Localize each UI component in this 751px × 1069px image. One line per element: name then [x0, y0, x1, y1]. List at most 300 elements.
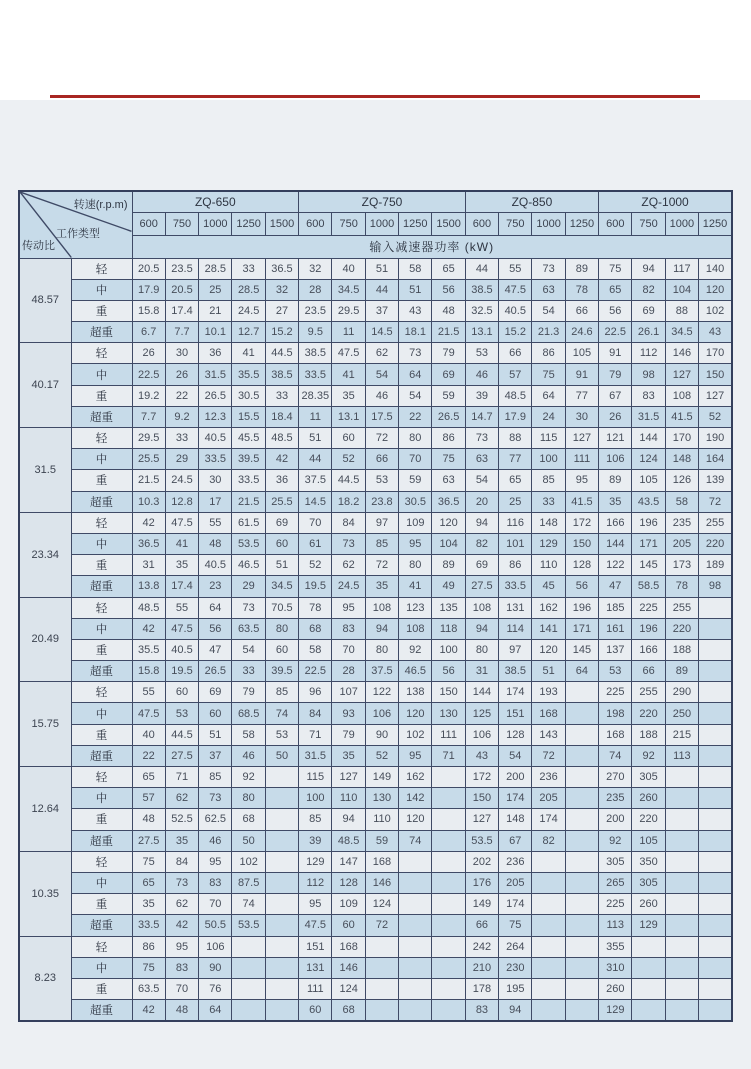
- data-cell: 95: [399, 745, 432, 766]
- data-cell: 63: [532, 279, 565, 300]
- data-cell: 120: [532, 639, 565, 660]
- data-cell: 21.5: [132, 470, 165, 491]
- data-cell: 255: [632, 682, 665, 703]
- data-cell: 32.5: [465, 300, 498, 321]
- data-cell: 35: [599, 491, 632, 512]
- data-cell: 12.7: [232, 322, 265, 343]
- speed-header-cell: 1250: [399, 212, 432, 235]
- data-cell: 68: [299, 618, 332, 639]
- data-cell: 66: [365, 449, 398, 470]
- data-cell: 101: [499, 533, 532, 554]
- duty-label-cell: 超重: [71, 406, 132, 427]
- data-cell: 56: [599, 300, 632, 321]
- data-cell: 87.5: [232, 872, 265, 893]
- data-cell: 95: [565, 470, 598, 491]
- data-cell: 41: [399, 576, 432, 597]
- data-cell: 26.5: [199, 661, 232, 682]
- data-cell: [232, 1000, 265, 1021]
- data-cell: 94: [465, 512, 498, 533]
- data-cell: 30: [165, 343, 198, 364]
- data-cell: [699, 682, 732, 703]
- data-cell: 94: [332, 809, 365, 830]
- data-row: [19, 576, 732, 597]
- data-cell: 40.5: [499, 300, 532, 321]
- data-cell: 73: [532, 258, 565, 279]
- data-cell: 33: [265, 385, 298, 406]
- data-cell: 29: [232, 576, 265, 597]
- data-cell: 34.5: [332, 279, 365, 300]
- data-cell: [432, 767, 465, 788]
- data-cell: 148: [499, 809, 532, 830]
- duty-label-cell: 重: [71, 300, 132, 321]
- data-cell: 26: [165, 364, 198, 385]
- data-cell: 33: [232, 258, 265, 279]
- duty-label-cell: 中: [71, 872, 132, 893]
- data-cell: 83: [332, 618, 365, 639]
- data-cell: 42: [165, 915, 198, 936]
- data-cell: 54: [532, 300, 565, 321]
- data-cell: 41: [232, 343, 265, 364]
- data-cell: 105: [632, 830, 665, 851]
- duty-label-cell: 超重: [71, 915, 132, 936]
- data-cell: 125: [465, 703, 498, 724]
- data-cell: 80: [465, 639, 498, 660]
- data-cell: 33: [165, 428, 198, 449]
- data-cell: 47.5: [165, 512, 198, 533]
- data-cell: 14.7: [465, 406, 498, 427]
- data-cell: 60: [165, 682, 198, 703]
- data-cell: [365, 957, 398, 978]
- duty-label-cell: 超重: [71, 491, 132, 512]
- data-cell: 41.5: [565, 491, 598, 512]
- data-cell: 43: [399, 300, 432, 321]
- data-cell: 124: [365, 894, 398, 915]
- duty-label-cell: 超重: [71, 322, 132, 343]
- data-cell: 106: [599, 449, 632, 470]
- data-cell: 82: [632, 279, 665, 300]
- data-cell: 61: [299, 533, 332, 554]
- data-cell: 30.5: [232, 385, 265, 406]
- duty-label-cell: 重: [71, 385, 132, 406]
- data-cell: 33.5: [299, 364, 332, 385]
- data-cell: 97: [499, 639, 532, 660]
- duty-label-cell: 重: [71, 724, 132, 745]
- data-cell: 19.2: [132, 385, 165, 406]
- data-cell: 196: [632, 512, 665, 533]
- data-cell: 28.5: [199, 258, 232, 279]
- data-cell: 65: [599, 279, 632, 300]
- data-cell: 17: [199, 491, 232, 512]
- data-cell: [665, 788, 698, 809]
- data-cell: 82: [465, 533, 498, 554]
- data-cell: [365, 1000, 398, 1021]
- data-cell: [699, 872, 732, 893]
- data-cell: 52.5: [165, 809, 198, 830]
- data-cell: 34.5: [265, 576, 298, 597]
- data-cell: [432, 830, 465, 851]
- corner-label-speed: 转速(r.p.m): [73, 199, 128, 211]
- data-cell: [432, 872, 465, 893]
- data-cell: [632, 957, 665, 978]
- data-cell: [399, 851, 432, 872]
- data-cell: 70.5: [265, 597, 298, 618]
- data-cell: 72: [365, 915, 398, 936]
- ratio-cell: 15.75: [19, 682, 71, 767]
- data-cell: 90: [365, 724, 398, 745]
- data-cell: 65: [132, 872, 165, 893]
- data-cell: [265, 830, 298, 851]
- data-cell: [232, 957, 265, 978]
- data-cell: [532, 894, 565, 915]
- data-cell: 67: [499, 830, 532, 851]
- data-row: [19, 491, 732, 512]
- speed-header-cell: 1000: [665, 212, 698, 235]
- data-cell: 40.5: [165, 639, 198, 660]
- data-cell: 31: [465, 661, 498, 682]
- data-cell: 144: [599, 533, 632, 554]
- data-cell: 11: [299, 406, 332, 427]
- data-cell: 260: [599, 978, 632, 999]
- data-cell: 53.5: [232, 915, 265, 936]
- data-cell: 220: [665, 618, 698, 639]
- data-row: [19, 745, 732, 766]
- data-cell: 162: [532, 597, 565, 618]
- duty-label-cell: 重: [71, 555, 132, 576]
- data-cell: 141: [532, 618, 565, 639]
- data-cell: 57: [499, 364, 532, 385]
- data-cell: 38.5: [499, 661, 532, 682]
- data-cell: 73: [199, 788, 232, 809]
- data-cell: 120: [399, 703, 432, 724]
- data-cell: 74: [232, 894, 265, 915]
- data-cell: 94: [632, 258, 665, 279]
- data-cell: 63: [432, 470, 465, 491]
- data-cell: [432, 809, 465, 830]
- duty-label-cell: 重: [71, 639, 132, 660]
- data-cell: 123: [399, 597, 432, 618]
- data-cell: [699, 978, 732, 999]
- data-cell: 205: [665, 533, 698, 554]
- data-cell: 73: [465, 428, 498, 449]
- data-cell: [532, 872, 565, 893]
- data-cell: 174: [499, 682, 532, 703]
- speed-header-cell: 750: [332, 212, 365, 235]
- data-cell: 28: [332, 661, 365, 682]
- data-cell: 79: [432, 343, 465, 364]
- data-cell: 28.35: [299, 385, 332, 406]
- duty-label-cell: 轻: [71, 936, 132, 957]
- data-cell: 12.3: [199, 406, 232, 427]
- data-cell: 37: [365, 300, 398, 321]
- table-body: [19, 258, 732, 1021]
- data-cell: 200: [499, 767, 532, 788]
- duty-label-cell: 轻: [71, 767, 132, 788]
- speed-header-cell: 750: [499, 212, 532, 235]
- data-cell: 76: [199, 978, 232, 999]
- data-cell: 102: [232, 851, 265, 872]
- data-cell: 113: [665, 745, 698, 766]
- data-cell: 95: [299, 894, 332, 915]
- data-cell: 230: [499, 957, 532, 978]
- data-cell: 170: [665, 428, 698, 449]
- data-cell: 63: [465, 449, 498, 470]
- data-cell: 29.5: [332, 300, 365, 321]
- data-cell: 75: [599, 258, 632, 279]
- speed-header-cell: 1250: [565, 212, 598, 235]
- data-cell: 188: [665, 639, 698, 660]
- data-cell: 86: [499, 555, 532, 576]
- data-cell: 168: [599, 724, 632, 745]
- data-cell: 34.5: [665, 322, 698, 343]
- data-cell: 58: [399, 258, 432, 279]
- data-cell: 129: [299, 851, 332, 872]
- data-cell: 86: [132, 936, 165, 957]
- data-cell: 66: [499, 343, 532, 364]
- data-cell: 63.5: [232, 618, 265, 639]
- data-cell: 98: [699, 576, 732, 597]
- data-cell: 60: [199, 703, 232, 724]
- data-row: [19, 322, 732, 343]
- data-cell: 110: [332, 788, 365, 809]
- data-cell: [432, 936, 465, 957]
- data-cell: 46: [232, 745, 265, 766]
- data-cell: 150: [699, 364, 732, 385]
- data-cell: 195: [499, 978, 532, 999]
- data-cell: [432, 1000, 465, 1021]
- speed-header-cell: 1250: [699, 212, 732, 235]
- data-cell: [699, 894, 732, 915]
- data-cell: 37: [199, 745, 232, 766]
- data-cell: 48: [432, 300, 465, 321]
- data-cell: 114: [499, 618, 532, 639]
- data-cell: 73: [332, 533, 365, 554]
- duty-label-cell: 重: [71, 894, 132, 915]
- data-cell: 102: [399, 724, 432, 745]
- data-cell: 31.5: [299, 745, 332, 766]
- data-cell: 18.2: [332, 491, 365, 512]
- data-cell: 22.5: [299, 661, 332, 682]
- model-header-row: [19, 191, 732, 212]
- data-cell: [665, 1000, 698, 1021]
- data-cell: 30: [199, 470, 232, 491]
- data-cell: [699, 767, 732, 788]
- data-cell: [699, 639, 732, 660]
- data-cell: [565, 767, 598, 788]
- data-cell: [699, 703, 732, 724]
- data-cell: [532, 851, 565, 872]
- data-cell: [665, 936, 698, 957]
- data-cell: 106: [365, 703, 398, 724]
- data-cell: 53: [365, 470, 398, 491]
- data-cell: 46: [465, 364, 498, 385]
- data-cell: 65: [499, 470, 532, 491]
- data-cell: 173: [665, 555, 698, 576]
- duty-label-cell: 中: [71, 788, 132, 809]
- data-cell: 22.5: [132, 364, 165, 385]
- data-cell: [565, 788, 598, 809]
- data-cell: 52: [299, 555, 332, 576]
- data-cell: 69: [265, 512, 298, 533]
- data-cell: 105: [632, 470, 665, 491]
- data-cell: [399, 978, 432, 999]
- data-cell: 80: [365, 639, 398, 660]
- data-cell: 105: [565, 343, 598, 364]
- data-cell: 62: [332, 555, 365, 576]
- data-cell: 42: [132, 618, 165, 639]
- data-cell: 57: [132, 788, 165, 809]
- data-cell: 225: [632, 597, 665, 618]
- data-cell: 77: [565, 385, 598, 406]
- ratio-cell: 23.34: [19, 512, 71, 597]
- data-cell: 128: [332, 872, 365, 893]
- data-cell: 168: [332, 936, 365, 957]
- data-cell: 104: [665, 279, 698, 300]
- data-cell: 55: [199, 512, 232, 533]
- ratio-cell: 31.5: [19, 428, 71, 513]
- data-cell: 70: [165, 978, 198, 999]
- data-cell: 13.8: [132, 576, 165, 597]
- data-cell: 255: [699, 512, 732, 533]
- data-cell: 118: [432, 618, 465, 639]
- data-cell: 113: [599, 915, 632, 936]
- data-cell: [399, 872, 432, 893]
- data-cell: 89: [599, 470, 632, 491]
- data-cell: 111: [565, 449, 598, 470]
- data-cell: 60: [265, 533, 298, 554]
- data-cell: 95: [399, 533, 432, 554]
- data-cell: 50.5: [199, 915, 232, 936]
- data-cell: [565, 703, 598, 724]
- data-cell: [565, 978, 598, 999]
- data-cell: 83: [632, 385, 665, 406]
- data-cell: [565, 830, 598, 851]
- data-cell: 11: [332, 322, 365, 343]
- data-cell: 35.5: [232, 364, 265, 385]
- data-cell: 80: [399, 555, 432, 576]
- data-cell: 51: [265, 555, 298, 576]
- data-cell: 127: [565, 428, 598, 449]
- data-cell: 47: [599, 576, 632, 597]
- data-row: [19, 724, 732, 745]
- data-cell: 48.5: [132, 597, 165, 618]
- data-cell: 220: [632, 809, 665, 830]
- speed-header-cell: 750: [165, 212, 198, 235]
- duty-label-cell: 中: [71, 533, 132, 554]
- data-cell: 54: [499, 745, 532, 766]
- duty-label-cell: 中: [71, 957, 132, 978]
- data-cell: [565, 1000, 598, 1021]
- data-cell: 40.5: [199, 555, 232, 576]
- data-cell: 196: [565, 597, 598, 618]
- data-cell: 26: [599, 406, 632, 427]
- power-rating-table: [18, 190, 733, 1022]
- data-cell: 120: [432, 512, 465, 533]
- data-cell: 44.5: [165, 724, 198, 745]
- data-cell: 66: [465, 915, 498, 936]
- duty-label-cell: 超重: [71, 745, 132, 766]
- data-cell: 128: [499, 724, 532, 745]
- data-cell: 242: [465, 936, 498, 957]
- data-cell: [665, 767, 698, 788]
- data-cell: 84: [332, 512, 365, 533]
- speed-header-cell: 1000: [532, 212, 565, 235]
- data-cell: 100: [299, 788, 332, 809]
- data-cell: 26.5: [432, 406, 465, 427]
- data-row: [19, 936, 732, 957]
- data-cell: 10.3: [132, 491, 165, 512]
- data-cell: 88: [499, 428, 532, 449]
- data-cell: 220: [699, 533, 732, 554]
- duty-label-cell: 重: [71, 978, 132, 999]
- data-cell: 130: [432, 703, 465, 724]
- data-cell: 36.5: [132, 533, 165, 554]
- data-cell: 13.1: [465, 322, 498, 343]
- data-cell: [665, 915, 698, 936]
- data-cell: 36: [199, 343, 232, 364]
- data-cell: 75: [532, 364, 565, 385]
- data-cell: 112: [299, 872, 332, 893]
- data-cell: 41.5: [665, 406, 698, 427]
- data-cell: 25: [199, 279, 232, 300]
- data-cell: 120: [699, 279, 732, 300]
- data-cell: 17.9: [132, 279, 165, 300]
- data-cell: 62.5: [199, 809, 232, 830]
- duty-label-cell: 中: [71, 279, 132, 300]
- data-cell: 43: [699, 322, 732, 343]
- data-cell: 236: [532, 767, 565, 788]
- data-cell: 151: [499, 703, 532, 724]
- data-cell: [699, 724, 732, 745]
- data-cell: 31: [132, 555, 165, 576]
- data-cell: [565, 809, 598, 830]
- data-cell: 202: [465, 851, 498, 872]
- data-cell: [665, 809, 698, 830]
- data-cell: 83: [199, 872, 232, 893]
- data-cell: [565, 915, 598, 936]
- data-cell: 55: [165, 597, 198, 618]
- data-cell: [432, 957, 465, 978]
- data-row: [19, 703, 732, 724]
- data-cell: 59: [399, 470, 432, 491]
- data-cell: 27: [265, 300, 298, 321]
- data-cell: 70: [332, 639, 365, 660]
- data-cell: 26.1: [632, 322, 665, 343]
- data-cell: 235: [665, 512, 698, 533]
- data-cell: 46: [199, 830, 232, 851]
- data-cell: 56: [565, 576, 598, 597]
- data-cell: 225: [599, 682, 632, 703]
- data-cell: 95: [199, 851, 232, 872]
- model-header-zq-850: ZQ-850: [465, 191, 598, 212]
- data-cell: 109: [332, 894, 365, 915]
- data-cell: 96: [299, 682, 332, 703]
- model-header-zq-1000: ZQ-1000: [599, 191, 732, 212]
- data-cell: 150: [432, 682, 465, 703]
- data-row: [19, 830, 732, 851]
- data-cell: 9.2: [165, 406, 198, 427]
- data-cell: 54: [465, 470, 498, 491]
- data-cell: 47: [199, 639, 232, 660]
- data-cell: 94: [499, 1000, 532, 1021]
- data-cell: 35: [132, 894, 165, 915]
- data-cell: 108: [365, 597, 398, 618]
- data-cell: 138: [399, 682, 432, 703]
- data-cell: 265: [599, 872, 632, 893]
- data-cell: [699, 1000, 732, 1021]
- data-cell: 47.5: [132, 703, 165, 724]
- data-cell: 146: [332, 957, 365, 978]
- data-cell: 55: [499, 258, 532, 279]
